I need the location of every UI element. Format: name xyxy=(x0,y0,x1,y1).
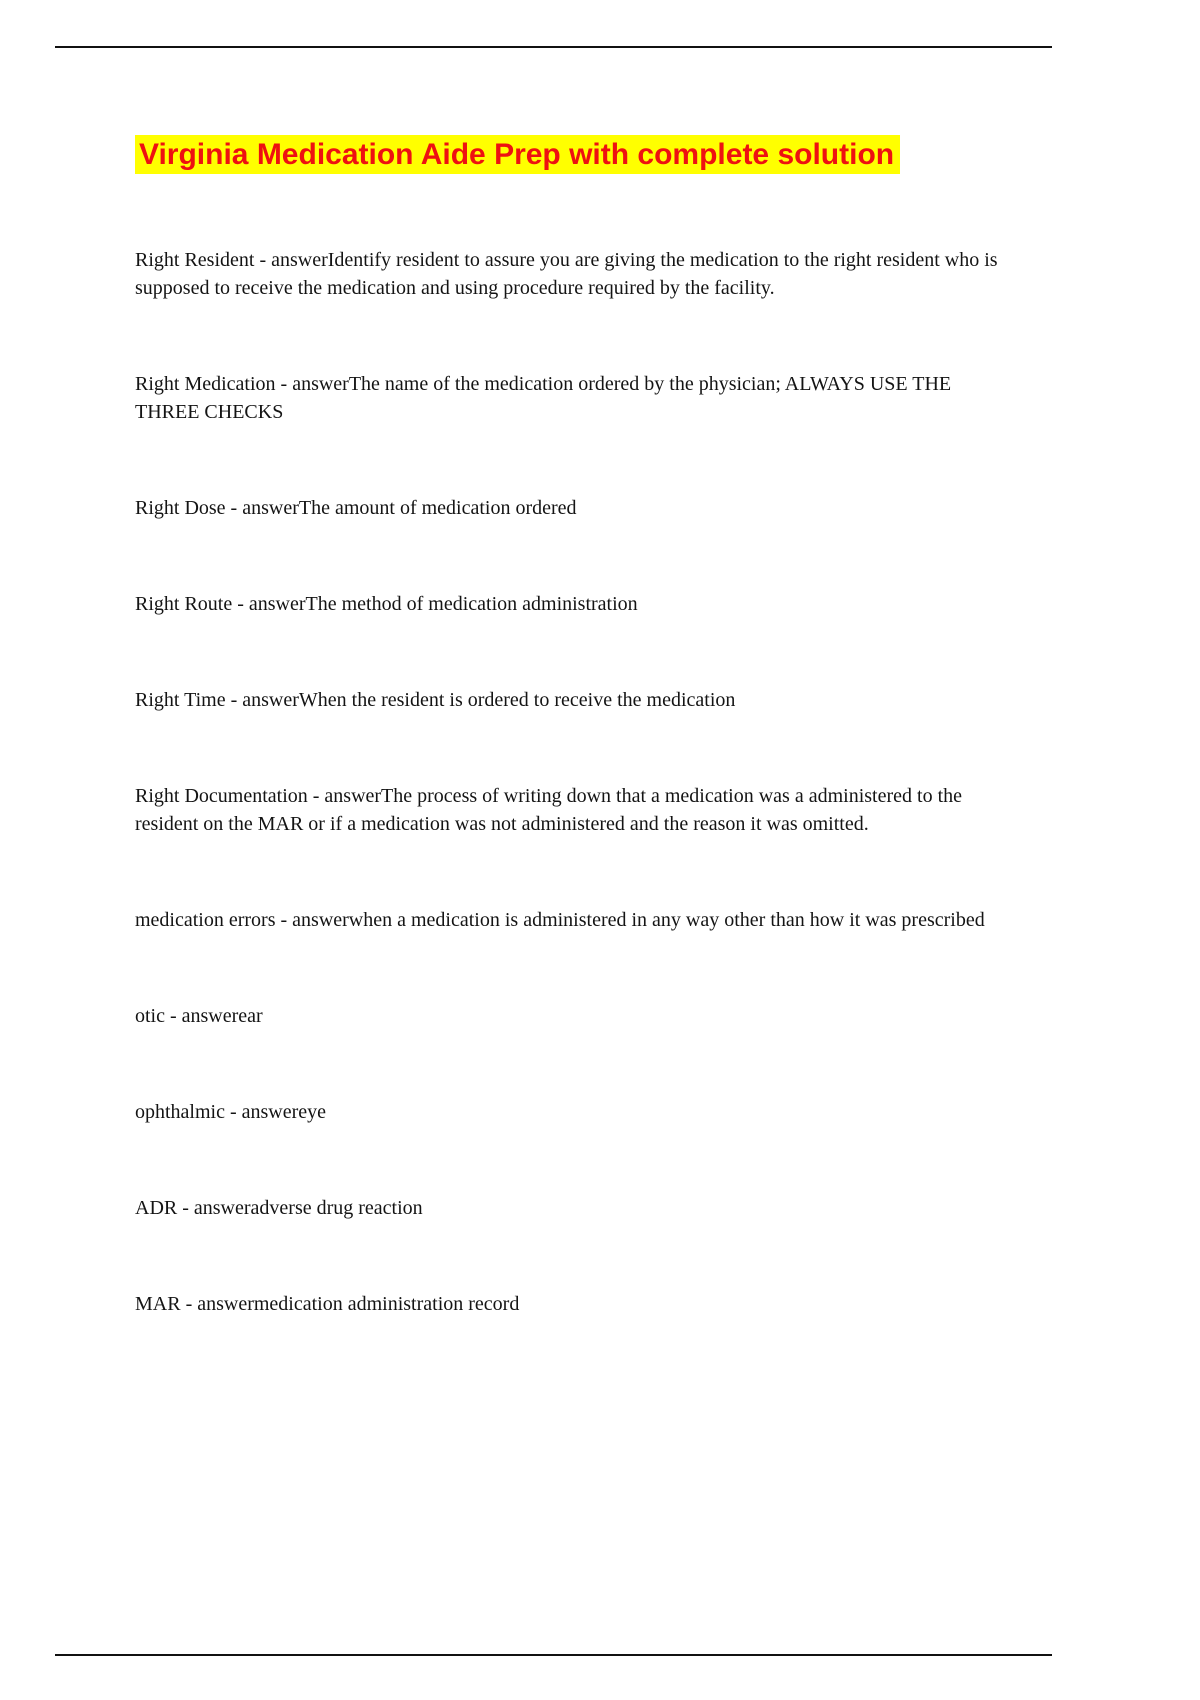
document-content xyxy=(135,136,1013,1386)
page-title xyxy=(135,136,1013,174)
title-highlight: Virginia Medication Aide Prep with complete solution xyxy=(135,135,900,174)
qa-paragraph: Right Resident - answerIdentify resident to assure you are giving the medication to the right resident who is supposed to receive the medication and using procedure required by the facility. xyxy=(135,248,998,299)
top-rule xyxy=(55,46,1052,48)
qa-paragraph: ADR - answeradverse drug reaction xyxy=(135,1196,423,1219)
bottom-rule xyxy=(55,1654,1052,1656)
qa-paragraph: ophthalmic - answereye xyxy=(135,1100,327,1123)
qa-paragraph: Right Documentation - answerThe process of writing down that a medication was a administered to the resident on the MAR or if a medication was not administered and the reason it was omitted. xyxy=(135,784,963,835)
qa-paragraph: otic - answerear xyxy=(135,1004,263,1027)
qa-paragraph: medication errors - answerwhen a medication is administered in any way other than how it was prescribed xyxy=(135,908,985,931)
qa-paragraph: Right Route - answerThe method of medication administration xyxy=(135,592,638,615)
qa-paragraph: Right Dose - answerThe amount of medication ordered xyxy=(135,496,577,519)
qa-paragraph: Right Time - answerWhen the resident is ordered to receive the medication xyxy=(135,688,736,711)
qa-paragraph: Right Medication - answerThe name of the medication ordered by the physician; ALWAYS USE THE THREE CHECKS xyxy=(135,372,952,423)
qa-paragraph: MAR - answermedication administration record xyxy=(135,1292,520,1315)
